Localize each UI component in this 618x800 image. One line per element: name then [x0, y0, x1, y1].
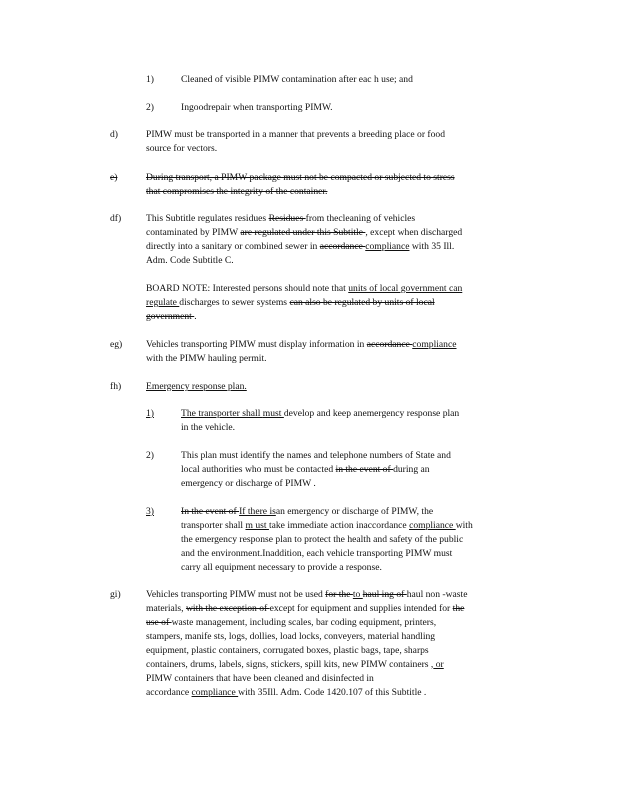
text-line: with the PIMW hauling permit. — [146, 353, 267, 364]
item-label-deleted: e) — [110, 172, 118, 183]
text-run: contaminated by PIMW — [146, 227, 241, 238]
item-1-text — [181, 73, 413, 87]
text-run: with — [455, 520, 473, 531]
text-run: . — [194, 311, 197, 322]
item-label: 3) — [146, 506, 154, 517]
text-line: Adm. Code Subtitle C. — [146, 255, 234, 266]
text-line — [146, 212, 462, 226]
inserted-run: m ust — [245, 520, 269, 531]
text-run: waste management, including scales, bar coding equipment, printers, — [171, 617, 437, 628]
item-label: gi) — [110, 589, 121, 600]
text-run: with 35Ill. Adm. Code 1420.107 of this Subtitle . — [238, 687, 427, 698]
item-fh-3-text — [181, 505, 473, 575]
text-run: from thecleaning of vehicles — [305, 213, 416, 224]
text-line — [146, 310, 462, 324]
deleted-run: In the event of — [181, 506, 240, 517]
deleted-run: the — [452, 603, 465, 614]
deleted-run: in the event of — [335, 464, 394, 475]
text-run: take immediate action inaccordance — [268, 520, 410, 531]
text-line: equipment, plastic containers, corrugated boxes, plastic bags, tape, sharps — [146, 645, 429, 656]
deleted-run: government — [146, 311, 195, 322]
text-line — [181, 505, 473, 519]
text-line — [146, 338, 457, 352]
text-run: BOARD NOTE: Interested persons should note that — [146, 283, 349, 294]
text-run: Vehicles transporting PIMW must not be used — [146, 589, 326, 600]
text-line: This plan must identify the names and telephone numbers of State and — [181, 450, 451, 461]
text-line — [146, 686, 467, 700]
item-label — [110, 212, 121, 226]
item-label: 1) — [146, 74, 154, 85]
item-e-deleted-text — [146, 171, 455, 199]
text-line — [181, 519, 473, 533]
item-label: d) — [110, 129, 118, 140]
text-line: in the vehicle. — [181, 422, 236, 433]
text-line — [146, 240, 462, 254]
item-gi-text — [146, 588, 467, 700]
text-line: Cleaned of visible PIMW contamination after eac h use; and — [181, 74, 413, 85]
inserted-run: If there is — [239, 506, 276, 517]
inserted-run: The transporter shall — [181, 408, 263, 419]
inserted-run: compliance — [409, 520, 456, 531]
text-run: , except when discharged — [365, 227, 463, 238]
deleted-run: are regulated under this Subtitle — [240, 227, 366, 238]
item-label: 2) — [146, 450, 154, 461]
text-line: Emergency response plan. — [146, 381, 247, 392]
text-line: PIMW must be transported in a manner that prevents a breeding place or food — [146, 129, 446, 140]
item-2-text — [181, 101, 333, 115]
text-run: materials, — [146, 603, 186, 614]
text-line: stampers, manife sts, logs, dollies, load locks, conveyers, material handling — [146, 631, 436, 642]
text-line: carry all equipment necessary to provide a response. — [181, 562, 382, 573]
text-run: local authorities who must be contacted — [181, 464, 336, 475]
deleted-run: use of — [146, 617, 172, 628]
item-d-text — [146, 128, 445, 156]
inserted-run: must — [262, 408, 284, 419]
inserted-run: to — [352, 589, 363, 600]
item-label: 2) — [146, 102, 154, 113]
text-line: and the environment.Inaddition, each vehicle transporting PIMW must — [181, 548, 453, 559]
text-run: transporter shall — [181, 520, 246, 531]
deleted-run: accordance — [366, 339, 413, 350]
deleted-run: Residues — [268, 213, 306, 224]
text-line — [146, 616, 467, 630]
text-run: except for equipment and supplies intended for — [269, 603, 453, 614]
item-fh-text — [146, 380, 247, 394]
text-line: During transport, a PIMW package must not be compacted or subjected to stress — [146, 172, 455, 183]
text-line — [146, 658, 467, 672]
text-line: PIMW containers that have been cleaned and disinfected in — [146, 673, 374, 684]
deleted-run: haul ing of — [362, 589, 407, 600]
item-label: 1) — [146, 408, 154, 419]
inserted-run: regulate — [146, 297, 180, 308]
text-run: This Subtitle regulates residues — [146, 213, 269, 224]
label-text: df) — [110, 213, 122, 224]
text-run: directly into a sanitary or combined sewer in — [146, 241, 320, 252]
inserted-run: or — [433, 659, 444, 670]
text-run: haul non -waste — [406, 589, 468, 600]
board-note — [146, 282, 462, 324]
text-line: Ingoodrepair when transporting PIMW. — [181, 102, 333, 113]
text-line: emergency or discharge of PIMW . — [181, 478, 316, 489]
deleted-run: with the exception of — [185, 603, 270, 614]
inserted-run: compliance — [191, 687, 239, 698]
text-line — [146, 588, 467, 602]
inserted-run: units of local government can — [348, 283, 463, 294]
text-run: discharges to sewer systems — [179, 297, 290, 308]
text-line — [146, 226, 462, 240]
item-fh-1-text — [181, 407, 459, 435]
item-df-text — [146, 212, 462, 268]
text-run: an emergency or discharge of PIMW, the — [275, 506, 434, 517]
item-label: fh) — [110, 381, 122, 392]
item-fh-2-text — [181, 449, 451, 491]
deleted-run: accordance — [319, 241, 366, 252]
inserted-run: compliance — [365, 241, 410, 252]
item-label: eg) — [110, 339, 123, 350]
text-line — [181, 407, 459, 421]
item-eg-text — [146, 338, 457, 366]
inserted-run: compliance — [412, 339, 457, 350]
text-run: Vehicles transporting PIMW must display information in — [146, 339, 367, 350]
text-run: with 35 Ill. — [409, 241, 455, 252]
text-run: develop and keep anemergency response plan — [283, 408, 460, 419]
text-line: the emergency response plan to protect the health and safety of the public — [181, 534, 464, 545]
text-run: accordance — [146, 687, 192, 698]
deleted-run: for the — [325, 589, 353, 600]
text-line — [181, 463, 451, 477]
text-line: source for vectors. — [146, 143, 218, 154]
text-run: during an — [393, 464, 430, 475]
deleted-run: can also be regulated by units of local — [289, 297, 435, 308]
text-line — [146, 282, 462, 296]
text-line — [146, 296, 462, 310]
text-run: containers, drums, labels, signs, stickers, spill kits, new PIMW containers , — [146, 659, 434, 670]
text-line: that compromises the integrity of the container. — [146, 186, 328, 197]
text-line — [146, 602, 467, 616]
